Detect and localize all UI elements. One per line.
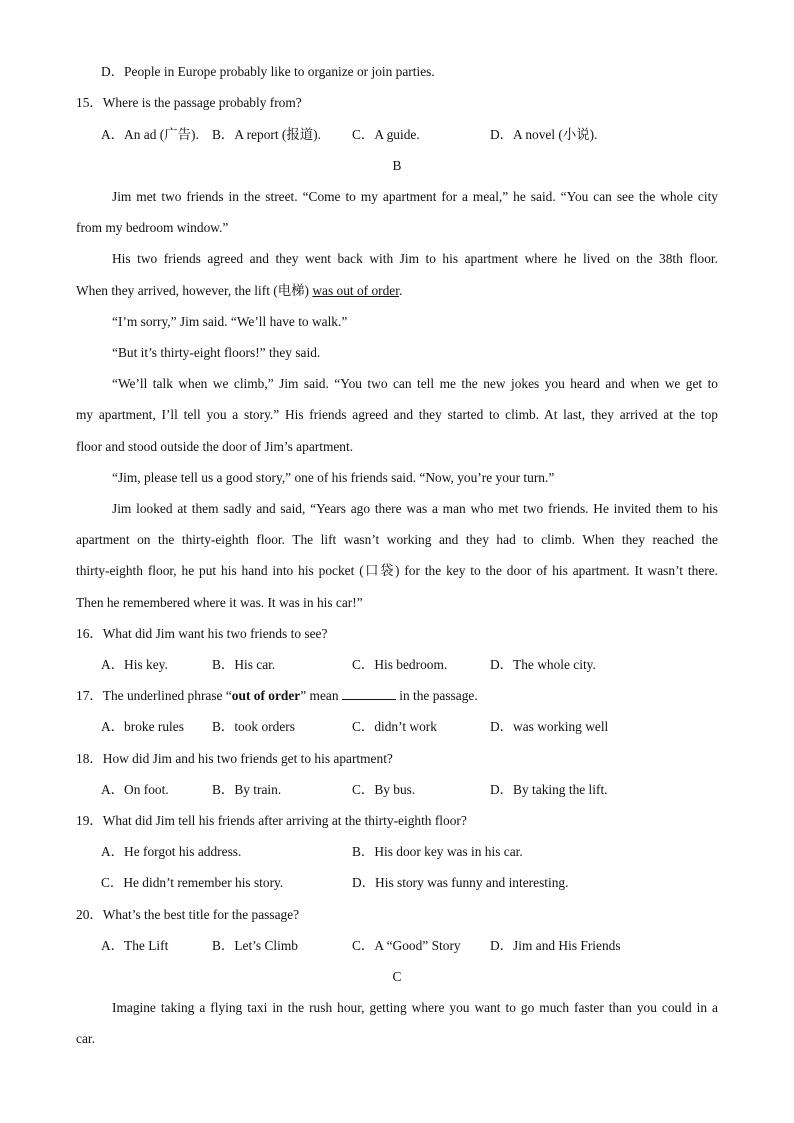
- q15-option-d: D．A novel (小说).: [490, 127, 598, 142]
- q18-option-b: B．By train.: [212, 782, 282, 797]
- passage-b-p7-line4: Then he remembered where it was. It was in his car!”: [76, 595, 363, 610]
- passage-b-p5-line1: “We’ll talk when we climb,” Jim said. “You two can tell me the new jokes you heard and when we get to: [112, 376, 718, 391]
- q20-options: [0, 938, 794, 954]
- q18-option-c: C．By bus.: [352, 782, 416, 797]
- passage-b-p6: “Jim, please tell us a good story,” one of his friends said. “Now, you’re your turn.”: [112, 470, 555, 485]
- passage-b-p7-line2: apartment on the thirty-eighth floor. The lift wasn’t working and they had to climb. When they reached the: [76, 532, 718, 547]
- q19-option-b: B．His door key was in his car.: [352, 844, 523, 859]
- q16-stem: 16．What did Jim want his two friends to see?: [76, 626, 328, 641]
- section-c-heading: C: [392, 969, 402, 984]
- q15-option-a: A．An ad (广告).: [101, 127, 199, 142]
- q19-option-a: A．He forgot his address.: [101, 844, 242, 859]
- q16-option-d: D．The whole city.: [490, 657, 596, 672]
- q17-option-a: A．broke rules: [101, 719, 184, 734]
- q17-stem-post: in the passage.: [395, 688, 478, 703]
- q15-stem: 15．Where is the passage probably from?: [76, 95, 302, 110]
- q20-stem: 20．What’s the best title for the passage?: [76, 907, 300, 922]
- q19-options-row1: [0, 844, 794, 860]
- q18-option-d: D．By taking the lift.: [490, 782, 608, 797]
- passage-b-p4: “But it’s thirty-eight floors!” they said.: [112, 345, 321, 360]
- passage-b-p1-line2: from my bedroom window.”: [76, 220, 229, 235]
- passage-c-p1-line1: Imagine taking a flying taxi in the rush hour, getting where you want to go much faster than you could in a: [112, 1000, 718, 1015]
- passage-c-p1-line2: car.: [76, 1031, 95, 1046]
- q16-option-a: A．His key.: [101, 657, 168, 672]
- q18-option-a: A．On foot.: [101, 782, 169, 797]
- q17-option-d: D．was working well: [490, 719, 609, 734]
- passage-b-p2-line2: [76, 283, 402, 299]
- q19-options-row2: [0, 875, 794, 891]
- passage-b-p3: “I’m sorry,” Jim said. “We’ll have to walk.”: [112, 314, 348, 329]
- q20-option-b: B．Let’s Climb: [212, 938, 298, 953]
- q17-stem-pre: 17．The underlined phrase “: [76, 688, 232, 703]
- q20-option-c: C．A “Good” Story: [352, 938, 461, 953]
- q18-stem: 18．How did Jim and his two friends get to his apartment?: [76, 751, 393, 766]
- q17-option-b: B．took orders: [212, 719, 295, 734]
- q17-stem: [76, 688, 478, 704]
- q20-option-a: A．The Lift: [101, 938, 169, 953]
- passage-b-p1-line1: Jim met two friends in the street. “Come to my apartment for a meal,” he said. “You can see the whole city: [112, 189, 718, 204]
- q16-option-c: C．His bedroom.: [352, 657, 448, 672]
- passage-b-p2-line2-pre: When they arrived, however, the lift (电梯): [76, 283, 313, 298]
- q19-option-d: D．His story was funny and interesting.: [352, 875, 569, 890]
- passage-b-p5-line3: floor and stood outside the door of Jim’s apartment.: [76, 439, 354, 454]
- q17-option-c: C．didn’t work: [352, 719, 437, 734]
- q15-options: [0, 127, 794, 143]
- answer-blank: [342, 688, 396, 700]
- q14-option-d: D．People in Europe probably like to organize or join parties.: [101, 64, 435, 79]
- passage-b-p2-line2-post: .: [398, 283, 403, 298]
- q20-option-d: D．Jim and His Friends: [490, 938, 621, 953]
- q16-option-b: B．His car.: [212, 657, 276, 672]
- q17-stem-mid: ” mean: [300, 688, 342, 703]
- q16-options: [0, 657, 794, 673]
- passage-b-p5-line2: my apartment, I’ll tell you a story.” His friends agreed and they started to climb. At last, they arrived at the top: [76, 407, 718, 422]
- q19-option-c: C．He didn’t remember his story.: [101, 875, 284, 890]
- q19-stem: 19．What did Jim tell his friends after arriving at the thirty-eighth floor?: [76, 813, 467, 828]
- q17-stem-bold: out of order: [231, 688, 301, 703]
- passage-b-p7-line1: Jim looked at them sadly and said, “Years ago there was a man who met two friends. He invited them to his: [112, 501, 718, 516]
- q15-option-c: C．A guide.: [352, 127, 420, 142]
- q15-option-b: B．A report (报道).: [212, 127, 321, 142]
- underlined-phrase: was out of order: [312, 283, 399, 298]
- q18-options: [0, 782, 794, 798]
- section-b-heading: B: [392, 158, 402, 173]
- passage-b-p2-line1: His two friends agreed and they went back with Jim to his apartment where he lived on the 38th floor.: [112, 251, 718, 266]
- passage-b-p7-line3: thirty-eighth floor, he put his hand into his pocket (口袋) for the key to the door of his apartment. It wasn’t there.: [76, 563, 718, 578]
- q17-options: [0, 719, 794, 735]
